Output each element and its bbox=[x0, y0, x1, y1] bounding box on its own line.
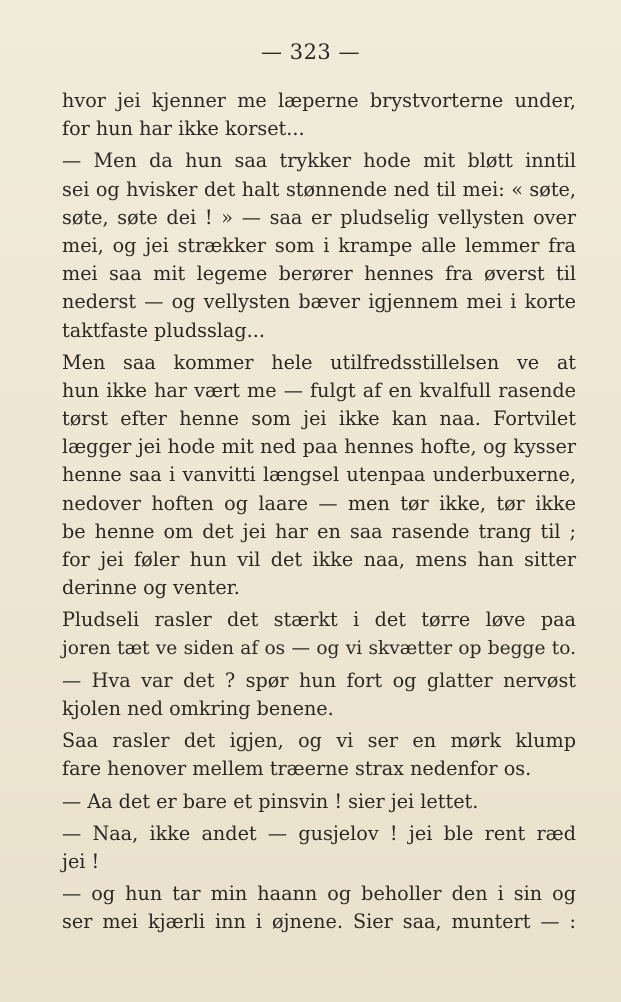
text-line: — og hun tar min haann og beholler den i sin og bbox=[62, 882, 576, 906]
text-line: hvor jei kjenner me læperne brystvorterne under, bbox=[62, 89, 576, 112]
text-line: fare henover mellem træerne strax nedenfor os. bbox=[62, 757, 532, 781]
text-line: Men saa kommer hele utilfredsstillelsen ve at bbox=[62, 350, 576, 374]
text-line: Saa rasler det igjen, og vi ser en mørk klump bbox=[62, 729, 576, 753]
text-line: — Aa det er bare et pinsvin ! sier jei lettet. bbox=[62, 789, 479, 813]
text-line: kjolen ned omkring benene. bbox=[62, 696, 334, 720]
text-line: — Hva var det ? spør hun fort og glatter nervøst bbox=[62, 668, 576, 692]
text-line: tørst efter henne som jei ikke kan naa. Fortvilet bbox=[62, 407, 576, 431]
text-line: be henne om det jei har en saa rasende trang til ; bbox=[62, 519, 576, 543]
paragraph bbox=[62, 727, 576, 783]
text-line: søte, søte dei ! » — saa er pludselig vellysten over bbox=[62, 205, 576, 229]
text-line: henne saa i vanvitti længsel utenpaa underbuxerne, bbox=[62, 463, 576, 487]
text-line: taktfaste pludsslag... bbox=[62, 318, 265, 342]
text-line: ser mei kjærli inn i øjnene. Sier saa, muntert — : bbox=[62, 910, 576, 934]
text-line: — Naa, ikke andet — gusjelov ! jei ble rent ræd bbox=[62, 821, 576, 845]
text-line: for hun har ikke korset... bbox=[62, 117, 305, 141]
text-line: nedover hoften og laare — men tør ikke, tør ikke bbox=[62, 491, 576, 515]
paragraph bbox=[62, 606, 576, 662]
text-line: lægger jei hode mit ned paa hennes hofte, og kysser bbox=[62, 435, 576, 459]
text-line: sei og hvisker det halt stønnende ned til mei: « søte, bbox=[62, 177, 576, 201]
paragraph bbox=[62, 147, 576, 344]
text-line: for jei føler hun vil det ikke naa, mens han sitter bbox=[62, 548, 576, 571]
paragraph bbox=[62, 880, 576, 936]
text-line: — Men da hun saa trykker hode mit bløtt inntil bbox=[62, 149, 576, 173]
text-line: jei ! bbox=[62, 849, 100, 873]
paragraph bbox=[62, 667, 576, 723]
text-line: Pludseli rasler det stærkt i det tørre løve paa bbox=[62, 608, 576, 632]
text-line: mei, og jei strækker som i krampe alle lemmer fra bbox=[62, 233, 576, 257]
text-line: mei saa mit legeme berører hennes fra øverst til bbox=[62, 262, 576, 286]
body-text bbox=[62, 87, 576, 936]
text-line: nederst — og vellysten bæver igjennem mei i korte bbox=[62, 290, 576, 314]
text-line: joren tæt ve siden af os — og vi skvætter op begge to. bbox=[62, 637, 576, 659]
text-line: derinne og venter. bbox=[62, 576, 240, 600]
paragraph bbox=[62, 87, 576, 143]
page-number: — 323 — bbox=[261, 40, 360, 64]
text-line: hun ikke har vært me — fulgt af en kvalfull rasende bbox=[62, 378, 576, 402]
paragraph bbox=[62, 788, 576, 816]
paragraph bbox=[62, 820, 576, 876]
paragraph bbox=[62, 349, 576, 603]
